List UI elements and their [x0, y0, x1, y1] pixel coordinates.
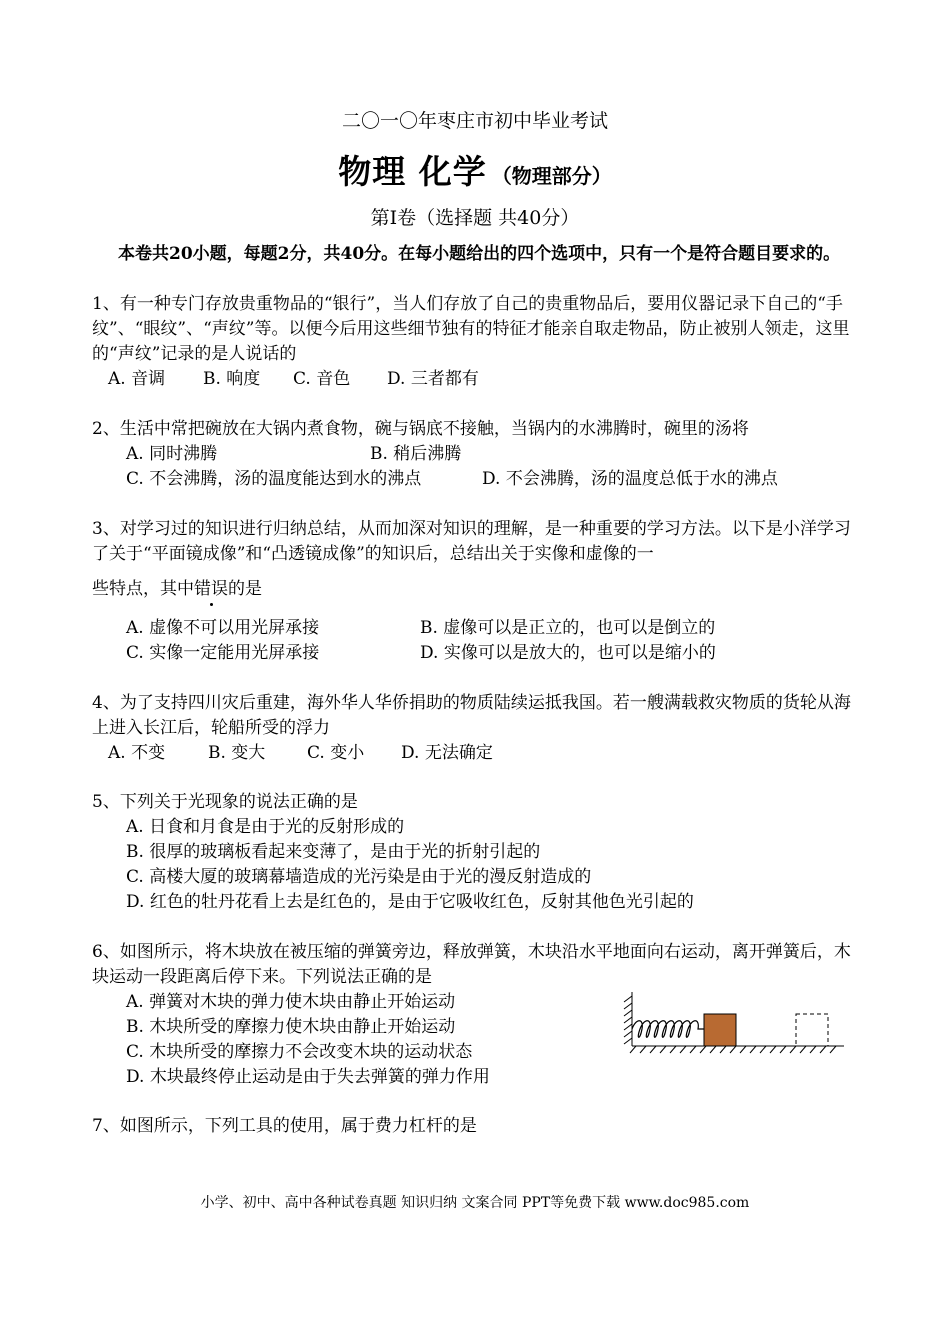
- question-6-stem: 6、如图所示，将木块放在被压缩的弹簧旁边，释放弹簧，木块沿水平地面向右运动，离开弹簧后，木块运动一段距离后停下来。下列说法正确的是: [92, 942, 851, 987]
- q5-option-d: D. 红色的牡丹花看上去是红色的，是由于它吸收红色，反射其他色光引起的: [126, 892, 694, 912]
- q5-option-b: B. 很厚的玻璃板看起来变薄了，是由于光的折射引起的: [126, 842, 541, 862]
- section-heading: 第Ⅰ卷（选择题 共40分）: [370, 207, 580, 229]
- q6-option-c: C. 木块所受的摩擦力不会改变木块的运动状态: [126, 1042, 473, 1062]
- exam-subtitle: 二〇一〇年枣庄市初中毕业考试: [341, 110, 608, 132]
- question-7-stem: 7、如图所示，下列工具的使用，属于费力杠杆的是: [92, 1116, 477, 1136]
- q1-option-a: A. 音调: [108, 369, 166, 389]
- q1-option-c: C. 音色: [293, 369, 351, 389]
- q4-option-c: C. 变小: [307, 743, 365, 763]
- q3-option-a: A. 虚像不可以用光屏承接: [126, 618, 320, 638]
- ground-hatch: [630, 1046, 844, 1053]
- spring-block-figure: [618, 988, 848, 1060]
- exam-title: [0, 146, 950, 193]
- q4-option-d: D. 无法确定: [401, 743, 493, 763]
- q1-option-b: B. 响度: [203, 369, 261, 389]
- q6-option-a: A. 弹簧对木块的弹力使木块由静止开始运动: [126, 992, 456, 1012]
- q3-emphasis-word: 错误: [194, 579, 228, 599]
- question-2-stem: 2、生活中常把碗放在大锅内煮食物，碗与锅底不接触，当锅内的水沸腾时，碗里的汤将: [92, 419, 749, 439]
- title-main: 物理 化学: [338, 152, 487, 191]
- q3-option-d: D. 实像可以是放大的，也可以是缩小的: [420, 643, 716, 663]
- q1-option-d: D. 三者都有: [387, 369, 479, 389]
- q2-option-c: C. 不会沸腾，汤的温度能达到水的沸点: [126, 469, 422, 489]
- q6-option-d: D. 木块最终停止运动是由于失去弹簧的弹力作用: [126, 1067, 490, 1087]
- question-3-stem: 3、对学习过的知识进行归纳总结，从而加深对知识的理解，是一种重要的学习方法。以下是小洋学习了关于“平面镜成像”和“凸透镜成像”的知识后，总结出关于实像和虚像的一: [92, 519, 851, 564]
- q5-option-a: A. 日食和月食是由于光的反射形成的: [126, 817, 405, 837]
- page-footer: 小学、初中、高中各种试卷真题 知识归纳 文案合同 PPT等免费下载 www.doc985.com: [200, 1195, 750, 1211]
- q2-option-d: D. 不会沸腾，汤的温度总低于水的沸点: [482, 469, 778, 489]
- q4-option-a: A. 不变: [108, 743, 166, 763]
- compressed-spring: [632, 1021, 704, 1038]
- title-sub: （物理部分）: [491, 164, 612, 188]
- instructions: 本卷共20小题，每题2分，共40分。在每小题给出的四个选项中，只有一个是符合题目要求的。: [118, 244, 841, 264]
- wall-hatch: [624, 992, 632, 1046]
- q4-option-b: B. 变大: [208, 743, 266, 763]
- question-1-stem: 1、有一种专门存放贵重物品的“银行”，当人们存放了自己的贵重物品后，要用仪器记录下自己的“手纹”、“眼纹”、“声纹”等。以便今后用这些细节独有的特征才能亲自取走物品，防止被别人领走，这里的“声纹”记录的是人说话的: [92, 294, 850, 364]
- q3-option-c: C. 实像一定能用光屏承接: [126, 643, 320, 663]
- question-5-stem: 5、下列关于光现象的说法正确的是: [92, 792, 358, 812]
- q3-stem-part-b: 的是: [228, 579, 262, 599]
- question-4-stem: 4、为了支持四川灾后重建，海外华人华侨捐助的物质陆续运抵我国。若一艘满载救灾物质的货轮从海上进入长江后，轮船所受的浮力: [92, 693, 851, 738]
- q3-option-b: B. 虚像可以是正立的，也可以是倒立的: [420, 618, 716, 638]
- q3-stem-part-a: 些特点，其中: [92, 579, 194, 599]
- question-3-stem-line3: [92, 577, 262, 602]
- q6-option-b: B. 木块所受的摩擦力使木块由静止开始运动: [126, 1017, 456, 1037]
- block-final-position: [796, 1014, 828, 1046]
- q5-option-c: C. 高楼大厦的玻璃幕墙造成的光污染是由于光的漫反射造成的: [126, 867, 592, 887]
- wooden-block: [704, 1014, 736, 1046]
- q2-option-b: B. 稍后沸腾: [370, 444, 462, 464]
- q2-option-a: A. 同时沸腾: [126, 444, 218, 464]
